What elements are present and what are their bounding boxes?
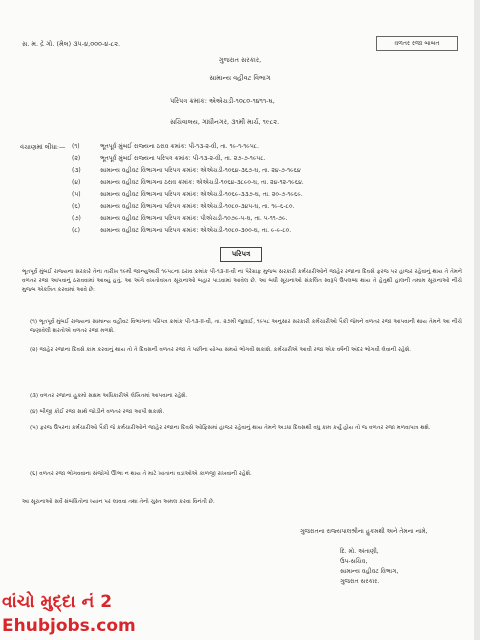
place-and-date: સચિવાલય, ગાંધીનગર, ૩૧મી માર્ચ, ૧૯૮૨. — [170, 118, 280, 126]
instruction-item: (૨) જાહેર રજાના દિવસે કામ કરવાનું થાય તો તે દિવસની વળતર રજા તે પછીના યોગ્ય સમયે ભોગવી શકાશે. કર્મચારીએ આવી રજા એક વર્ષની અંદર ભોગવી લેવાની રહેશે. — [30, 347, 412, 353]
intro-paragraph: ભૂતપૂર્વ મુંબઈ રાજ્યના સરકારે તેના તારીખ ૧૯મી જાન્યુઆરી ૧૯૫૮ના ઠરાવ ક્રમાંક પી-૧૩-II-વી ના પેરેગ્રાફ મુજબ સરકારી કર્મચારીઓને જાહેર રજાના દિવસે ફરજ પર હાજર રહેવાનું થાય તે તેમને વળતર રજા આપવાનું ઠરાવવામાં આવ્યું હતું. આ અંગે વખતોવખત સૂચનાઓ બહાર પાડવામાં આવેલ છે. આ બધી સૂચનાઓ સંકલિત સ્વરૂપે ઉપલબ્ધ થાય તે હેતુથી હાલની તમામ સૂચનાઓ નીચે મુજબ એકત્રિત કરવામાં આવે છે: — [22, 269, 462, 293]
reference-item: (૭) સામાન્ય વહીવટ વિભાગના પરિપત્ર ક્રમાંક: પીએચડી-૧૦૭૯-૫-ઘ, તા. ૫-૧૧-૭૯. — [72, 215, 288, 222]
reference-item: (૨) ભૂતપૂર્વ મુંબઈ રાજ્યના પરિપત્ર ક્રમાંક: પી-૧૩-૨-વી, તા. ૨૭-૭-૧૯૫૮. — [72, 155, 266, 162]
closing-paragraph: આ સૂચનાઓ સર્વે સંબંધિતોના ધ્યાન પર લાવવા તથા તેનો ચુસ્ત અમલ કરવા વિનંતી છે. — [22, 499, 215, 505]
instruction-item: (૩) વળતર રજાના હુકમો સક્ષમ અધિકારીએ લેખિતમાં આપવાના રહેશે. — [30, 393, 188, 399]
circular-number: પરિપત્ર ક્રમાંક: એએચડી-૧૦૮૦-૧૪૧૧-ઘ, — [170, 97, 275, 105]
scan-edge — [474, 0, 480, 640]
print-reference-line: સ. મ. દ્રે ગો. (મેલ) ૩૫-૪,૦૦૦-૪-૮૨. — [22, 40, 121, 48]
reference-item: (૧) ભૂતપૂર્વ મુંબઈ રાજ્યના ઠરાવ ક્રમાંક: પી-૧૩-૨-વી, તા. ૧૯-૧-૧૯૫૮. — [72, 143, 259, 150]
document-title: પરિપત્ર — [220, 247, 262, 262]
signatory-role: ઉપ-સચિવ, — [340, 558, 368, 565]
instruction-item: (૪) બીજી કોઈ રજા સાથે જોડીને વળતર રજા આપી શકાશે. — [30, 409, 165, 415]
instruction-item: (૫) ફરજ ઉપરના કર્મચારીઓ પૈકી જે કર્મચારીઓને જાહેર રજાના દિવસે ઓફિસમાં હાજર રહેવાનું થાય તેમને અડધા દિવસથી વધુ કામ કર્યું હોય તો જ વળતર રજા મળવાપાત્ર થશે. — [30, 425, 431, 431]
reference-item: (૪) સામાન્ય વહીવટ વિભાગના ઠરાવ ક્રમાંક: એએચડી-૧૦૬૪-૩૮૯૦-ઘ, તા. ૨૪-૧૨-૧૯૬૪. — [72, 179, 304, 186]
department-name: સામાન્ય વહીવટ વિભાગ — [209, 74, 271, 82]
reference-item: (૩) સામાન્ય વહીવટ વિભાગના પરિપત્ર ક્રમાંક: એએચડી-૧૦૬૪-૩૬૭-ઘ, તા. ૨૪-૭-૧૯૬૪ — [72, 167, 301, 174]
references-label: વંચાણમાં લીધાઃ— — [20, 143, 66, 151]
signatory-department: સામાન્ય વહીવટ વિભાગ, — [340, 568, 399, 575]
government-name: ગુજરાત સરકાર, — [218, 56, 262, 64]
reference-item: (૮) સામાન્ય વહીવટ વિભાગના પરિપત્ર ક્રમાંક: એએચડી-૧૦૮૦-૩૦૦-ઘ, તા. ૯-૯-૮૦. — [72, 227, 292, 234]
overlay-watermark-site: Ehubjobs.com — [2, 616, 136, 636]
reference-item: (૫) સામાન્ય વહીવટ વિભાગના પરિપત્ર ક્રમાંક: એએચડી-૧૦૬૯-૩૩૭-ઘ, તા. ૨૦-૭-૧૯૬૯. — [72, 191, 303, 198]
signatory-name: દિ. મો. અંતાણી, — [340, 548, 379, 555]
reference-item: (૬) સામાન્ય વહીવટ વિભાગના પરિપત્ર ક્રમાંક: એએચડી-૧૦૮૦-૩૪૫-ઘ, તા. ૧૯-૬-૮૦. — [72, 203, 295, 210]
signature-authority-line: ગુજરાતના રાજ્યપાલશ્રીના હુકમથી અને તેમના નામે, — [300, 528, 428, 535]
instruction-item: (૧) ભૂતપૂર્વ મુંબઈ રાજ્યના સામાન્ય વહીવટ વિભાગના પરિપત્ર ક્રમાંક પી-૧૩-II-વી, તા. ૨૭મી જુલાઈ, ૧૯૫૮ અનુસાર સરકારી કર્મચારીઓ પૈકી જેમને વળતર રજા આપવાની થાય તેમને આ નીચે જણાવેલી શરતોએ વળતર રજા મળશે. — [30, 319, 462, 334]
signatory-government: ગુજરાત સરકાર. — [340, 578, 380, 585]
subject-box: વળતર રજા બાબત — [376, 36, 458, 51]
overlay-caption: વાંચો મુદ્દા નં 2 — [2, 592, 113, 612]
instruction-item: (૬) વળતર રજા ભોગવવાના સંજોગો ઊભા ન થાય તે માટે ખાતાના વડાઓએ કાળજી રાખવાની રહેશે. — [30, 471, 252, 477]
